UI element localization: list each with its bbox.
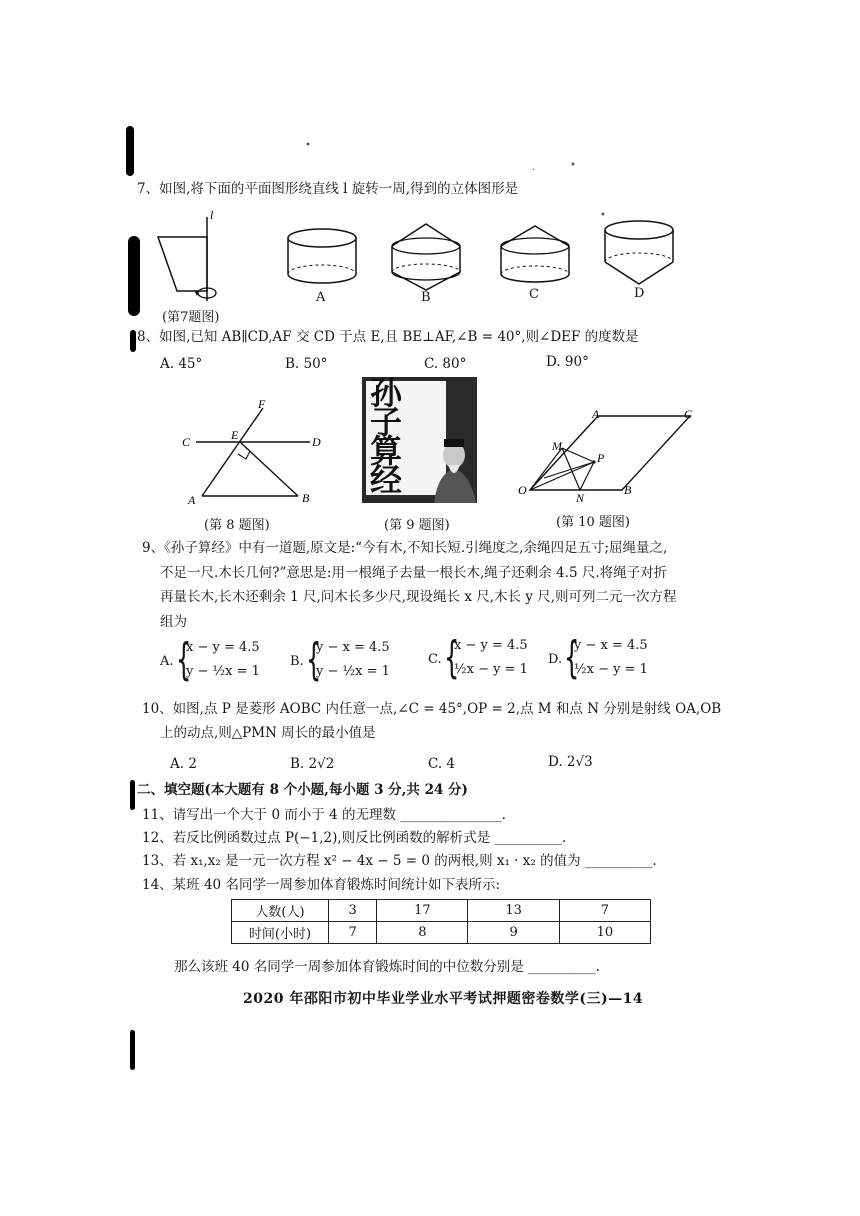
q9-line-4: 组为 <box>160 614 187 630</box>
scan-speck: · <box>532 165 536 176</box>
cover-title-char: 经 <box>370 461 403 499</box>
q10-point-m: M <box>552 439 562 453</box>
q14-followup <box>174 958 600 976</box>
q9-option-b <box>290 634 410 690</box>
q8-point-d: D <box>312 435 321 449</box>
table-row <box>232 900 651 922</box>
q10-point-c: C <box>684 407 693 421</box>
brace-icon: { <box>444 632 460 683</box>
option-label: C. <box>428 652 442 667</box>
q7-option-a-solid <box>284 226 360 290</box>
table-cell: 13 <box>468 900 559 922</box>
q7-option-c-label: C <box>529 287 539 302</box>
option-label: A. <box>160 654 174 669</box>
q9-option-a <box>160 634 280 690</box>
cover-title <box>370 377 403 499</box>
option-label: B. <box>290 654 304 669</box>
q14-stats-table <box>231 899 651 944</box>
q8-point-c: C <box>182 435 191 449</box>
q9-line-2: 不足一尺.木长几何?”意思是:用一根绳子去量一根长木,绳子还剩余 4.5 尺.将绳子对折 <box>160 565 668 581</box>
page-footer: 2020 年邵阳市初中毕业学业水平考试押题密卷数学(三)—14 <box>243 991 644 1007</box>
equation-row: y − ½x = 1 <box>316 664 390 679</box>
table-cell: 9 <box>468 922 559 944</box>
scan-speck: • <box>600 210 606 221</box>
equation-row: ½x − y = 1 <box>574 662 648 677</box>
q7-option-a-label: A <box>316 290 326 305</box>
q8-option-a: A. 45° <box>160 356 203 372</box>
q10-point-p: P <box>597 451 605 465</box>
q10-figure-caption: (第 10 题图) <box>556 515 630 530</box>
table-cell: 8 <box>377 922 468 944</box>
cover-title-char: 算 <box>370 432 403 470</box>
q9-option-c <box>428 632 548 688</box>
q10-option-b: B. 2√2 <box>290 756 335 772</box>
q10-point-b: B <box>624 483 632 497</box>
q7-option-d-solid <box>601 218 677 290</box>
q8-option-c: C. 80° <box>424 356 467 372</box>
q10-option-c: C. 4 <box>428 756 456 772</box>
cover-title-char: 孙 <box>370 377 403 412</box>
q8-point-a: A <box>188 493 196 507</box>
table-cell: 17 <box>377 900 468 922</box>
q7-plane-figure <box>150 205 230 305</box>
equation-row: x − y = 4.5 <box>186 640 260 655</box>
scan-edge-mark <box>130 1030 135 1070</box>
equation-row: ½x − y = 1 <box>454 662 528 677</box>
q8-point-b: B <box>302 491 310 505</box>
scan-speck: • <box>305 140 311 151</box>
scan-edge-mark <box>128 236 140 316</box>
q8-option-b: B. 50° <box>285 356 328 372</box>
q7-caption: (第7题图) <box>162 310 220 325</box>
q10-point-n: N <box>576 491 585 504</box>
q10-figure <box>514 406 694 504</box>
q8-stem: 8、如图,已知 AB∥CD,AF 交 CD 于点 E,且 BE⊥AF,∠B = 40°,则∠DEF 的度数是 <box>137 329 639 345</box>
table-row <box>232 922 651 944</box>
q8-point-e: E <box>231 428 239 442</box>
q13-answer-blank[interactable]: __________. <box>584 853 657 869</box>
q13-prompt: 13、若 x₁,x₂ 是一元一次方程 x² − 4x − 5 = 0 的两根,则 x₁ · x₂ 的值为 <box>142 853 581 869</box>
equation-row: y − x = 4.5 <box>316 640 390 655</box>
q7-option-b-solid <box>388 220 464 296</box>
q9-figure-caption: (第 9 题图) <box>384 518 450 533</box>
table-cell: 10 <box>559 922 650 944</box>
q11-answer-blank[interactable]: _______________. <box>400 807 506 823</box>
table-header-cell: 人数(人) <box>232 900 329 922</box>
q13-text <box>142 852 657 870</box>
table-header-cell: 时间(小时) <box>232 922 329 944</box>
brace-icon: { <box>176 634 192 685</box>
q7-option-c-solid <box>497 222 573 288</box>
q7-axis-label: l <box>210 208 214 222</box>
equation-row: y − ½x = 1 <box>186 664 260 679</box>
table-cell: 7 <box>559 900 650 922</box>
q10-option-d: D. 2√3 <box>548 754 593 770</box>
q8-option-d: D. 90° <box>546 354 589 370</box>
q9-line-1: 9、《孙子算经》中有一道题,原文是:“今有木,不知长短.引绳度之,余绳四足五寸;屈绳量之, <box>142 540 668 556</box>
q12-answer-blank[interactable]: __________. <box>494 830 567 846</box>
cover-title-char: 子 <box>370 403 403 441</box>
q9-option-d <box>548 632 668 688</box>
scholar-portrait <box>432 437 477 503</box>
brace-icon: { <box>306 634 322 685</box>
scan-edge-mark <box>130 780 135 810</box>
q8-figure <box>178 396 338 510</box>
q7-option-d-label: D <box>634 286 645 301</box>
q10-line-2: 上的动点,则△PMN 周长的最小值是 <box>160 725 376 741</box>
q11-prompt: 11、请写出一个大于 0 而小于 4 的无理数 <box>142 807 397 823</box>
q10-option-a: A. 2 <box>170 756 197 772</box>
table-cell: 3 <box>329 900 377 922</box>
q7-stem: 7、如图,将下面的平面图形绕直线 l 旋转一周,得到的立体图形是 <box>137 181 519 197</box>
q9-line-3: 再量长木,长木还剩余 1 尺,问木长多少尺,现设绳长 x 尺,木长 y 尺,则可列二元一次方程 <box>160 589 677 605</box>
q12-prompt: 12、若反比例函数过点 P(−1,2),则反比例函数的解析式是 <box>142 830 491 846</box>
scan-edge-mark <box>126 126 134 176</box>
q14-text: 14、某班 40 名同学一周参加体育锻炼时间统计如下表所示: <box>142 877 500 893</box>
q10-point-o: O <box>518 483 527 497</box>
sunzi-suanjing-cover-image <box>362 377 477 503</box>
q12-text <box>142 829 566 847</box>
q7-option-b-label: B <box>421 290 431 305</box>
section-2-heading: 二、填空题(本大题有 8 个小题,每小题 3 分,共 24 分) <box>137 782 468 798</box>
q8-point-f: F <box>258 397 266 411</box>
brace-icon: { <box>564 632 580 683</box>
q14-prompt: 那么该班 40 名同学一周参加体育锻炼时间的中位数分别是 <box>174 959 524 975</box>
scan-edge-mark <box>130 330 136 352</box>
q8-caption: (第 8 题图) <box>204 518 270 533</box>
q11-text <box>142 806 506 824</box>
q10-line-1: 10、如图,点 P 是菱形 AOBC 内任意一点,∠C = 45°,OP = 2,点 M 和点 N 分别是射线 OA,OB <box>142 701 722 717</box>
equation-row: y − x = 4.5 <box>574 638 648 653</box>
q14-answer-blank[interactable]: __________. <box>528 959 600 975</box>
equation-row: x − y = 4.5 <box>454 638 528 653</box>
q10-point-a: A <box>592 407 600 421</box>
table-cell: 7 <box>329 922 377 944</box>
option-label: D. <box>548 652 563 667</box>
scan-speck: • <box>570 160 576 171</box>
